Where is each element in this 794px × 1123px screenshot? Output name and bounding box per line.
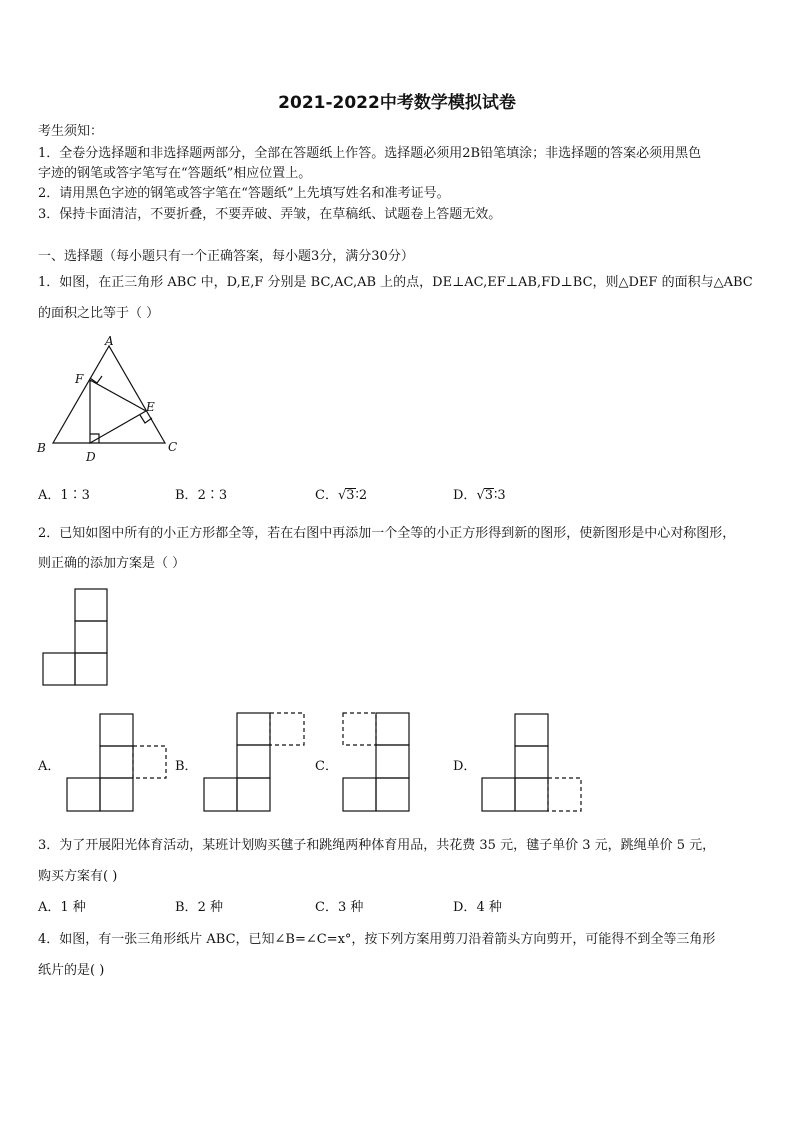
- vertex-label-e: E: [146, 400, 155, 414]
- question-2-option-b[interactable]: B．: [175, 759, 198, 774]
- question-3-option-b[interactable]: B．2 种: [175, 900, 223, 915]
- question-3-option-a[interactable]: A．1 种: [38, 900, 86, 915]
- question-1-option-a[interactable]: A．1∶3: [38, 488, 90, 503]
- notice-heading: 考生须知：: [38, 124, 104, 139]
- question-3-option-c[interactable]: C．3 种: [315, 900, 364, 915]
- notice-line: 3．保持卡面清洁，不要折叠，不要弄破、弄皱，在草稿纸、试题卷上答题无效。: [38, 207, 502, 222]
- vertex-label-d: D: [86, 450, 96, 464]
- sqrt-symbol: √: [337, 488, 347, 503]
- question-4-text-cont: 纸片的是( ): [38, 963, 105, 978]
- question-2-option-d[interactable]: D．: [453, 759, 477, 774]
- question-1-option-d[interactable]: D．√3∶3: [453, 488, 506, 503]
- question-1-text-cont: 的面积之比等于（ ）: [38, 306, 160, 321]
- question-3-text-cont: 购买方案有( ): [38, 869, 118, 884]
- question-1-option-b[interactable]: B．2∶3: [175, 488, 228, 503]
- notice-line: 2．请用黑色字迹的钢笔或答字笔在“答题纸”上先填写姓名和准考证号。: [38, 186, 450, 201]
- vertex-label-f: F: [75, 372, 84, 386]
- notice-line: 字迹的钢笔或答字笔写在“答题纸”相应位置上。: [38, 166, 312, 181]
- question-1-option-c[interactable]: C．√3∶2: [315, 488, 368, 503]
- sqrt-symbol: √: [476, 488, 485, 503]
- vertex-label-a: A: [105, 334, 114, 348]
- question-2-text: 2．已知如图中所有的小正方形都全等，若在右图中再添加一个全等的小正方形得到新的图形，使新图形是中心对称图形，: [38, 526, 736, 541]
- notice-line: 1．全卷分选择题和非选择题两部分，全部在答题纸上作答。选择题必须用2B铅笔填涂；非选择题的答案必须用黑色: [38, 146, 702, 161]
- question-4-text: 4．如图，有一张三角形纸片 ABC，已知∠B=∠C=x°，按下列方案用剪刀沿着箭头方向剪开，可能得不到全等三角形: [38, 932, 716, 947]
- question-3-option-d[interactable]: D．4 种: [453, 900, 502, 915]
- question-2-option-a[interactable]: A．: [38, 759, 61, 774]
- question-3-text: 3．为了开展阳光体育活动，某班计划购买毽子和跳绳两种体育用品，共花费 35 元，毽子单价 3 元，跳绳单价 5 元，: [38, 838, 716, 853]
- vertex-label-c: C: [168, 440, 178, 454]
- page-title: 2021-2022中考数学模拟试卷: [278, 93, 516, 113]
- vertex-label-b: B: [37, 441, 46, 455]
- question-2-option-c[interactable]: C．: [315, 759, 338, 774]
- question-1-text: 1．如图，在正三角形 ABC 中，D,E,F 分别是 BC,AC,AB 上的点，DE⊥AC,EF⊥AB,FD⊥BC，则△DEF 的面积与△ABC: [38, 275, 753, 290]
- section-heading: 一、选择题（每小题只有一个正确答案，每小题3分，满分30分）: [38, 249, 414, 264]
- question-2-text-cont: 则正确的添加方案是（ ）: [38, 556, 186, 571]
